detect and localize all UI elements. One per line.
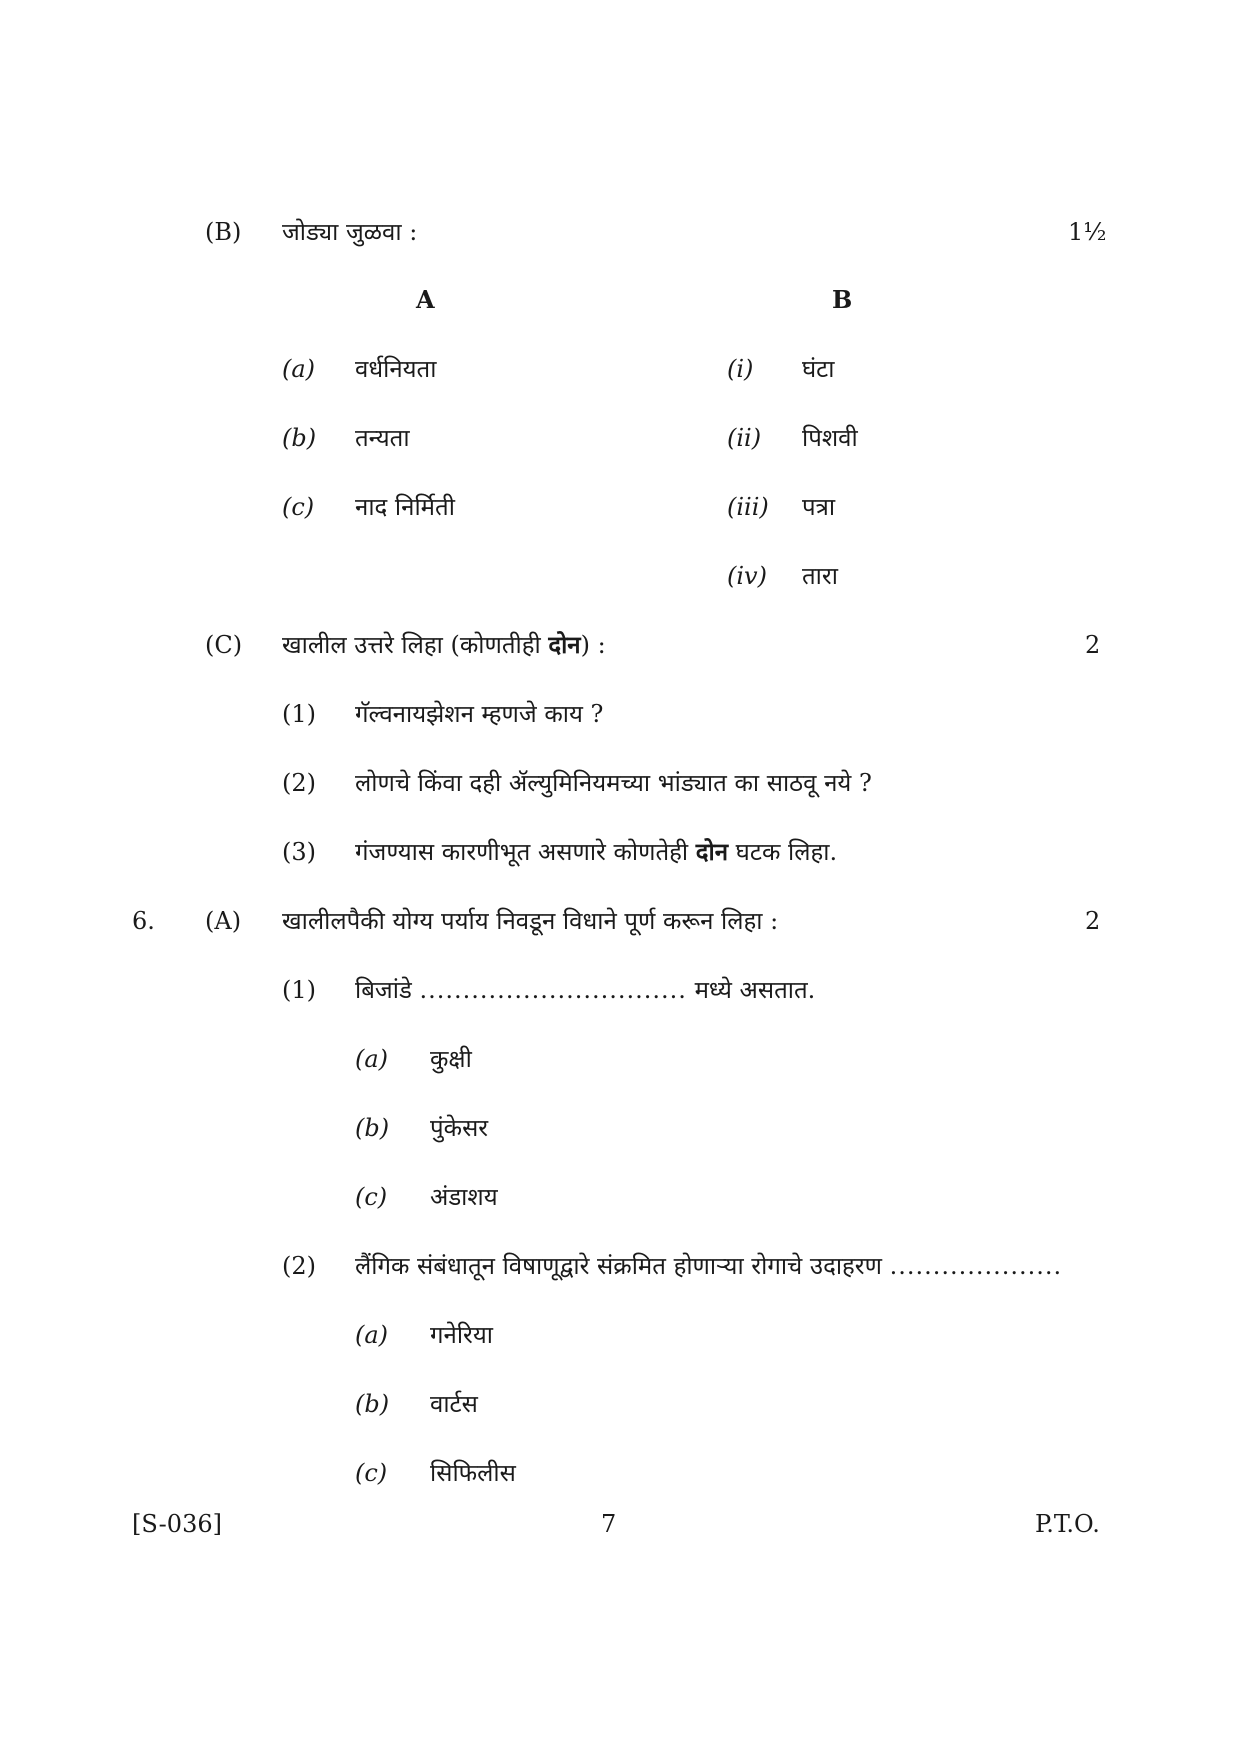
option-text: अंडाशय (430, 1183, 498, 1211)
fill-blank-statement: लैंगिक संबंधातून विषाणूद्वारे संक्रमित होणाऱ्या रोगाचे उदाहरण .................... (355, 1252, 1063, 1280)
col-b-item: तारा (802, 562, 838, 590)
option-marker: (b) (355, 1390, 390, 1418)
option-marker: (c) (355, 1183, 388, 1211)
question-number: (1) (282, 976, 316, 1004)
question-6-label: (A) (205, 907, 242, 935)
section-b-heading: जोड्या जुळवा : (282, 218, 418, 246)
paper-code: [S-036] (132, 1510, 222, 1538)
question-6-marks: 2 (1085, 907, 1101, 935)
section-b-label: (B) (205, 218, 242, 246)
option-text: कुक्षी (430, 1045, 472, 1073)
col-b-marker: (iv) (727, 562, 767, 590)
section-c-heading: खालील उत्तरे लिहा (कोणतीही दोन) : (282, 630, 606, 659)
section-b-marks: 1½ (1068, 218, 1107, 246)
col-b-item: घंटा (802, 355, 835, 383)
col-b-marker: (i) (727, 355, 754, 383)
section-c-marks: 2 (1085, 631, 1101, 659)
question-number: (2) (282, 769, 316, 797)
question-number: (1) (282, 700, 316, 728)
col-b-marker: (ii) (727, 424, 762, 452)
question-6-number: 6. (132, 907, 155, 935)
question-6-heading: खालीलपैकी योग्य पर्याय निवडून विधाने पूर्ण करून लिहा : (282, 907, 779, 935)
col-a-marker: (b) (282, 424, 317, 452)
col-b-marker: (iii) (727, 493, 769, 521)
column-a-header: A (416, 285, 435, 314)
option-text: गनेरिया (430, 1321, 493, 1349)
question-text: लोणचे किंवा दही ॲल्युमिनियमच्या भांड्यात का साठवू नये ? (355, 769, 872, 797)
col-a-marker: (c) (282, 493, 315, 521)
page-number: 7 (601, 1510, 617, 1538)
fill-blank-statement: बिजांडे ............................... मध्ये असतात. (355, 976, 816, 1004)
col-a-marker: (a) (282, 355, 316, 383)
option-marker: (c) (355, 1459, 388, 1487)
option-text: सिफिलीस (430, 1459, 516, 1487)
option-marker: (a) (355, 1321, 389, 1349)
col-a-item: तन्यता (355, 424, 410, 452)
column-b-header: B (832, 285, 853, 314)
option-text: पुंकेसर (430, 1114, 489, 1142)
section-c-label: (C) (205, 631, 243, 659)
col-a-item: नाद निर्मिती (355, 493, 455, 521)
col-b-item: पिशवी (802, 424, 858, 452)
option-marker: (b) (355, 1114, 390, 1142)
col-b-item: पत्रा (802, 493, 836, 521)
option-text: वार्टस (430, 1390, 478, 1418)
option-marker: (a) (355, 1045, 389, 1073)
question-text: गॅल्वनायझेशन म्हणजे काय ? (355, 700, 604, 728)
question-text: गंजण्यास कारणीभूत असणारे कोणतेही दोन घटक लिहा. (355, 837, 838, 866)
col-a-item: वर्धनियता (355, 355, 437, 383)
question-number: (3) (282, 838, 316, 866)
question-number: (2) (282, 1252, 316, 1280)
pto-label: P.T.O. (1035, 1510, 1100, 1538)
